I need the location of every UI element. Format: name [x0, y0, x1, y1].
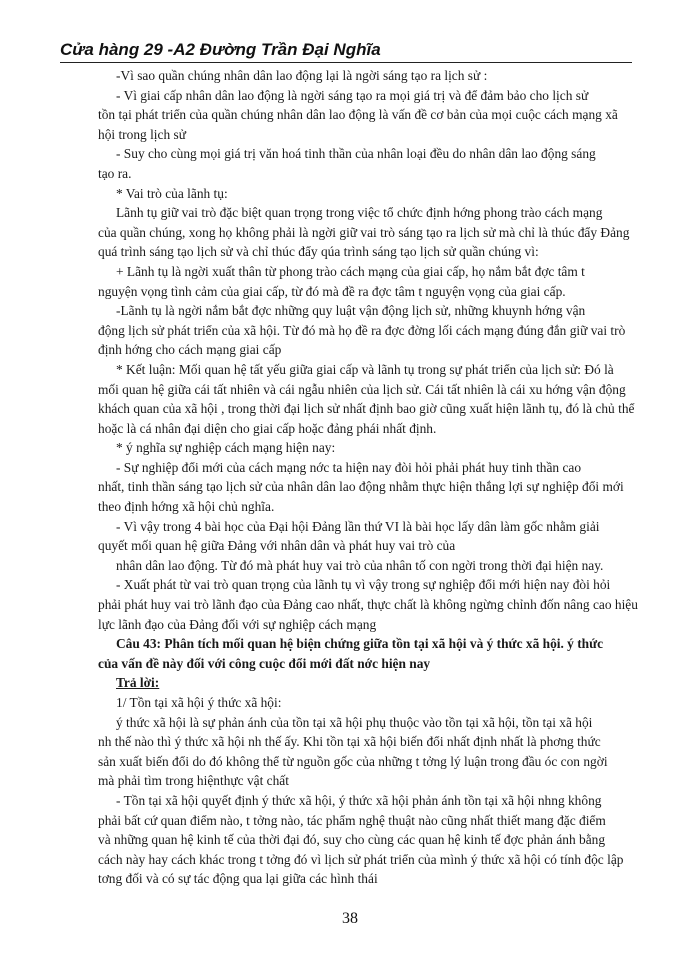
body-text-line: * ý nghĩa sự nghiệp cách mạng hiện nay: — [116, 440, 336, 456]
body-text-line: sản xuất biến đổi do đó không thể từ nguồn gốc của những t tởng lý luận trong đầu óc con ngời — [98, 753, 608, 769]
body-text-line: - Vì giai cấp nhân dân lao động là ngời sáng tạo ra mọi giá trị và để đảm bảo cho lịch sử — [116, 87, 589, 103]
body-text-line: quyết mối quan hệ giữa Đảng với nhân dân và phát huy vai trò của — [98, 538, 456, 554]
body-text-line: định hớng cho cách mạng giai cấp — [98, 342, 282, 358]
body-text-line: - Tồn tại xã hội quyết định ý thức xã hội, ý thức xã hội phản ánh tồn tại xã hội nhng không — [116, 792, 602, 808]
page-number: 38 — [342, 910, 358, 927]
question-heading-line: Trả lời: — [116, 675, 160, 691]
body-text-line: mà phải tìm trong hiệnthực vật chất — [98, 773, 289, 789]
body-text-line: nh thế nào thì ý thức xã hội nh thế ấy. Khi tồn tại xã hội biến đổi nhất định nhất là phơng thức — [98, 734, 601, 750]
body-text-line: và những quan hệ kinh tế của thời đại đó, suy cho cùng các quan hệ kinh tế đợc phản ánh bằng — [98, 832, 606, 848]
body-text-line: lực lãnh đạo của Đảng đối với sự nghiệp cách mạng — [98, 616, 377, 632]
body-text-line: + Lãnh tụ là ngời xuất thân từ phong trào cách mạng của giai cấp, họ nắm bắt đợc tâm t — [116, 263, 585, 279]
body-text-line: nhân dân lao động. Từ đó mà phát huy vai trò của nhân tố con ngời trong thời đại hiện nay. — [116, 557, 604, 573]
body-text-line: -Vì sao quần chúng nhân dân lao động lại là ngời sáng tạo ra lịch sử : — [116, 68, 488, 83]
body-text-line: tạo ra. — [98, 165, 132, 181]
body-text-line: hoặc là cá nhân đại diện cho giai cấp hoặc đảng phái nhất định. — [98, 420, 437, 436]
body-text-line: * Vai trò của lãnh tụ: — [116, 185, 228, 201]
body-text-line: - Xuất phát từ vai trò quan trọng của lãnh tụ vì vậy trong sự nghiệp đổi mới hiện nay đòi hỏi — [116, 577, 611, 593]
body-text-line: * Kết luận: Mối quan hệ tất yếu giữa giai cấp và lãnh tụ trong sự phát triển của lịch sử: Đó là — [116, 361, 614, 377]
question-heading-line: của vấn đề này đối với công cuộc đổi mới đất nớc hiện nay — [98, 655, 431, 671]
body-text-line: - Suy cho cùng mọi giá trị văn hoá tinh thần của nhân loại đều do nhân dân lao động sáng — [116, 146, 596, 162]
body-text-line: mối quan hệ giữa cái tất nhiên và cái ngẫu nhiên của lịch sử. Cái tất nhiên là cái xu hớng vận động — [98, 381, 626, 397]
question-heading-line: Câu 43: Phân tích mối quan hệ biện chứng giữa tồn tại xã hội và ý thức xã hội. ý thức — [116, 636, 604, 652]
body-text-line: cách này hay cách khác trong t tởng đó vì lịch sử phát triển của mình ý thức xã hội có tính độc lập — [98, 851, 624, 867]
body-text-line: tồn tại phát triển của quần chúng nhân dân lao động là vấn đề cơ bản của mọi cuộc cách mạng xã — [98, 107, 618, 123]
body-text-line: hội trong lịch sử — [98, 126, 186, 142]
body-text-line: quá trình sáng tạo lịch sử và chỉ thúc đẩy qúa trình sáng tạo lịch sử quần chúng vì: — [98, 244, 539, 260]
body-text-line: ý thức xã hội là sự phản ánh của tồn tại xã hội phụ thuộc vào tồn tại xã hội, tồn tại xã hội — [116, 714, 593, 730]
body-text-line: phải bất cứ quan điểm nào, t tởng nào, tác phẩm nghệ thuật nào cũng nhất thiết mang đặc điểm — [98, 812, 606, 828]
body-text-line: -Lãnh tụ là ngời nắm bắt đợc những quy luật vận động lịch sử, những khuynh hớng vận — [116, 303, 586, 319]
body-text-line: 1/ Tồn tại xã hội ý thức xã hội: — [116, 695, 282, 710]
body-text-line: - Vì vậy trong 4 bài học của Đại hội Đảng lần thứ VI là bài học lấy dân làm gốc nhằm giải — [116, 518, 600, 534]
body-text-line: phải phát huy vai trò lãnh đạo của Đảng cao nhất, thực chất là không ngừng chỉnh đốn nâng cao hiệu — [98, 597, 638, 613]
body-text-line: Lãnh tụ giữ vai trò đặc biệt quan trọng trong việc tổ chức định hớng phong trào cách mạng — [116, 205, 603, 221]
page-header-title: Cửa hàng 29 -A2 Đường Trần Đại Nghĩa — [60, 40, 632, 63]
body-text-line: nhất, tinh thần sáng tạo lịch sử của nhân dân lao động nhằm thực hiện thắng lợi sự nghiệp đổi mới — [98, 479, 624, 495]
body-text-line: của quần chúng, xong họ không phải là ngời giữ vai trò sáng tạo ra lịch sử mà chỉ là thúc đẩy Đảng — [98, 224, 630, 240]
body-text-line: - Sự nghiệp đổi mới của cách mạng nớc ta hiện nay đòi hỏi phải phát huy tinh thần cao — [116, 459, 582, 475]
body-text-line: tơng đối và có sự tác động qua lại giữa các hình thái — [98, 871, 378, 887]
body-text-line: động lịch sử phát triển của xã hội. Từ đó mà họ đề ra đợc đờng lối cách mạng đúng đắn giữ vai trò — [98, 322, 626, 338]
document-body — [98, 66, 646, 889]
body-text-line: theo định hớng xã hội chủ nghĩa. — [98, 499, 275, 515]
body-text-line: nguyện vọng tình cảm của giai cấp, từ đó mà đề ra đợc tâm t nguyện vọng của giai cấp. — [98, 283, 566, 299]
body-text-line: khách quan của xã hội , trong thời đại lịch sử nhất định bao giờ cũng xuất hiện lãnh tụ, đó là chủ thể — [98, 401, 635, 417]
